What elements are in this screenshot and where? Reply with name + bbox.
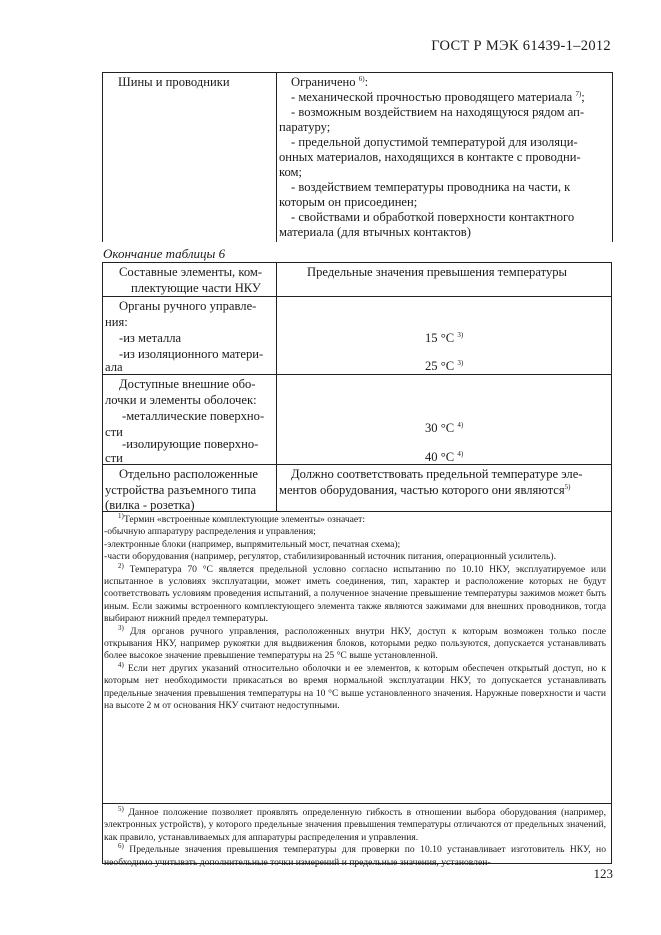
row1-divider (102, 374, 612, 375)
value-metal-surfaces: 30 °С $^{4)}$ (425, 420, 464, 435)
footnote-5: $^{5)}$ Данное положение позволяет проявлять определенную гибкость в отношении выбора оборудования (например, электронных устройств), у которого предельные значения превышения температуры отличаются от предельных значений, как правило, устанавливаемых для аппаратуры распределения и управления. (104, 804, 606, 843)
footnote-6: $^{6)}$ Предельные значения превышения температуры для проверки по 10.10 устанавливает изготовитель НКУ, но необходимо учитывать дополнительные точки измерений и предельные значения, установлен- (104, 842, 606, 868)
footnotes-block-1: $^{1)}$Термин «встроенные комплектующие элементы» означает: -обычную аппаратуру распределения и управления; -электронные блоки (например, выпрямительный мост, печатная схема); -части оборудования (например, регулятор, стабилизированный источник питания, операционный усилитель). $^{2)}$ Температура 70 °С является предельной условно согласно испытанию по 10.10 НКУ, эксплуатируемое или испытанное в условиях эксплуатации, может иметь соединения, тип, характер и расположение которых не будут соответствовать условиям проведения испытаний, а полученное значение превышение температуры зажимов может быть иным. Если зажимы встроенного комплектующего элемента также являются зажимами для внешних проводников, тогда выбирают нижний предел температуры. $^{3)}$ Для органов ручного управления, расположенных внутри НКУ, доступ к которым возможен только после открывания НКУ, например рукоятки для выдвижения блоков, которыми редко пользуются, допускается устанавливать более высокое значение превышение температуры на 25 °С выше установленной. $^{4)}$ Если нет других указаний относительно оболочки и ее элементов, к которым обеспечен открытый доступ, но к которым нет необходимости прикасаться во время нормальной эксплуатации НКУ, то допускается устанавливать предельные значения превышения температуры на 10 °С выше установленного значения. Наружные поверхности и части на высоте 2 м от основания НКУ считают недоступными. (104, 511, 607, 712)
top-table-right-border (612, 72, 613, 242)
top-table-col-divider (276, 72, 277, 242)
continuation-label: Окончание таблицы 6 (103, 246, 226, 261)
footnote-4: $^{4)}$ Если нет других указаний относительно оболочки и ее элементов, к которым обеспечен открытый доступ, но к которым нет необходимости прикасаться во время нормальной эксплуатации НКУ, то допускается устанавливать предельные значения превышения температуры на 10 °С выше установленного значения. Наружные поверхности и части на высоте 2 м от основания НКУ считают недоступными. (104, 660, 606, 712)
footnote-section-divider (102, 803, 612, 804)
row2-divider (102, 464, 612, 465)
top-table-top-border (102, 72, 612, 73)
value-insulating-surfaces: 40 °С $^{4)}$ (425, 449, 464, 464)
footnote-2: $^{2)}$ Температура 70 °С является предельной условно согласно испытанию по 10.10 НКУ, эксплуатируемое или испытанное в условиях эксплуатации, может иметь соединения, тип, характер и расположение которых не будут соответствовать условиям проведения испытаний, а полученное значение превышение температуры зажимов может быть иным. Если зажимы встроенного комплектующего элемента также являются зажимами для внешних проводников, тогда выбирают нижний предел температуры. (104, 561, 607, 625)
main-table-col-divider (276, 262, 277, 511)
busbars-cell: Шины и проводники (118, 75, 230, 89)
col2-header: Предельные значения превышения температуры (307, 265, 568, 279)
col1-header-line2: плектующие части НКУ (131, 281, 261, 295)
footnote-3: $^{3)}$ Для органов ручного управления, расположенных внутри НКУ, доступ к которым возможен только после открывания НКУ, например рукоятки для выдвижения блоков, которыми редко пользуются, допускается устанавливать более высокое значение превышение температуры на 25 °С выше установленной. (104, 623, 606, 662)
col1-header-line1: Составные элементы, ком- (119, 265, 263, 279)
busbars-limits-last-line: материала (для втычных контактов) (279, 225, 471, 239)
page-number: 123 (593, 866, 613, 881)
value-metal: 15 °С $^{3)}$ (425, 330, 464, 345)
value-insulating: 25 °С $^{3)}$ (425, 358, 464, 373)
standard-header: ГОСТ Р МЭК 61439-1–2012 (431, 38, 611, 54)
footnotes-block-2 (104, 804, 606, 869)
footnote-1: $^{1)}$Термин «встроенные комплектующие элементы» означает: (118, 511, 366, 525)
top-table-left-border (102, 72, 103, 242)
